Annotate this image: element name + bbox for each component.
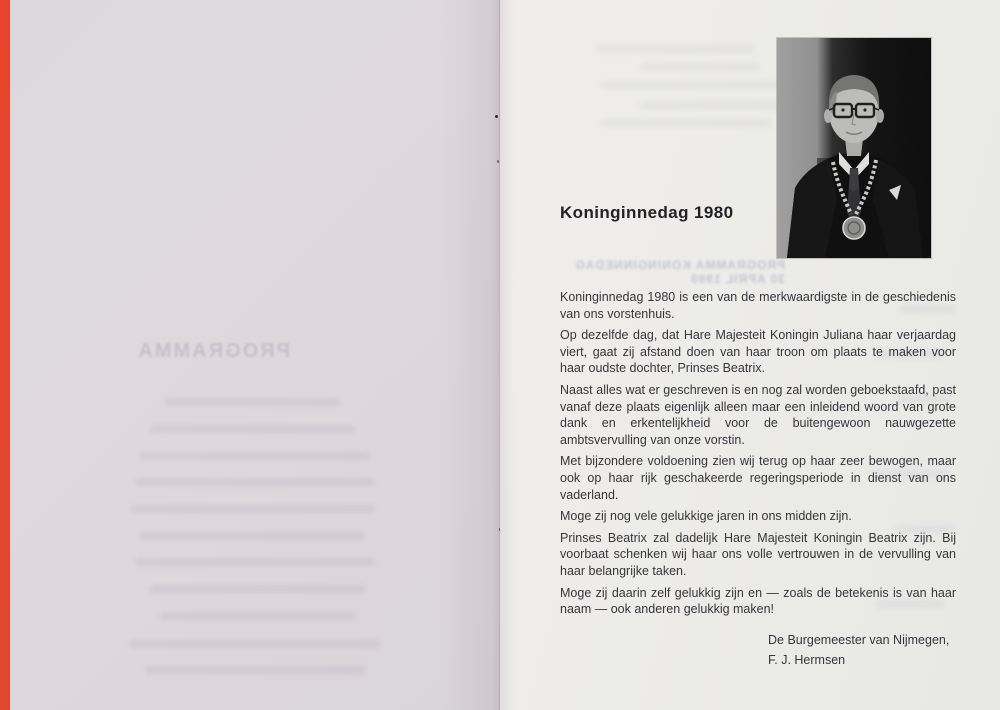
showthrough-line: [135, 558, 375, 566]
right-page-showthrough-heading: PROGRAMMA KONINGINNEDAG 30 APRIL 1980: [574, 258, 785, 286]
right-page: [500, 0, 1000, 710]
paragraph: Moge zij daarin zelf gelukkig zijn en — zoals de betekenis is van haar naam — ook anderen gelukkig maken!: [560, 585, 956, 617]
showthrough-line: [640, 63, 760, 71]
showthrough-line: [135, 478, 375, 486]
signature-title: De Burgemeester van Nijmegen,: [768, 633, 950, 647]
showthrough-line: [600, 119, 770, 127]
showthrough-line: [595, 45, 755, 53]
paragraph: Prinses Beatrix zal dadelijk Hare Majesteit Koningin Beatrix zijn. Bij voorbaat schenken wij haar ons volle vertrouwen in de vervulling van haar belangrijke taken.: [560, 530, 956, 578]
mayor-portrait-illustration: [777, 38, 931, 258]
body-text: [560, 289, 956, 623]
paragraph: Koninginnedag 1980 is een van de merkwaardigste in de geschiedenis van ons vorstenhuis.: [560, 290, 956, 321]
page-title: Koninginnedag 1980: [560, 203, 734, 222]
paragraph: Moge zij nog vele gelukkige jaren in ons midden zijn.: [560, 509, 852, 524]
showthrough-line: [150, 425, 355, 433]
showthrough-line: [145, 666, 365, 674]
signature-name: F. J. Hermsen: [768, 653, 846, 667]
showthrough-line: [160, 612, 355, 620]
showthrough-line: [130, 640, 380, 648]
showthrough-line: [140, 452, 370, 460]
showthrough-line: [165, 398, 340, 406]
showthrough-line: [140, 532, 365, 540]
showthrough-line: [640, 101, 790, 109]
staple-dot: [497, 160, 499, 163]
red-cover-edge: [0, 0, 10, 710]
signature-block: [768, 630, 949, 670]
staple-dot: [495, 115, 498, 118]
showthrough-line: [600, 81, 790, 89]
showthrough-line: [130, 505, 375, 513]
paragraph: Naast alles wat er geschreven is en nog zal worden geboekstaafd, past vanaf deze plaats eigenlijk alleen maar een inleidend woord van grote dank en erkentelijkheid voor de buitengewoon nauwgezette ambtsvervulling van onze vorstin.: [560, 382, 956, 447]
mayor-portrait-photo: [777, 38, 931, 258]
left-page-showthrough-title: PROGRAMMA: [136, 340, 290, 362]
paragraph: Met bijzondere voldoening zien wij terug op haar zeer bewogen, maar ook op haar rijk geschakeerde regeringsperiode in dienst van ons vaderland.: [560, 454, 956, 502]
showthrough-line: [150, 585, 365, 593]
paragraph: Op dezelfde dag, dat Hare Majesteit Koningin Juliana haar verjaardag viert, gaat zij afstand doen van haar troon om plaats te maken voor haar oudste dochter, Prinses Beatrix.: [560, 328, 956, 376]
left-page: [10, 0, 500, 710]
